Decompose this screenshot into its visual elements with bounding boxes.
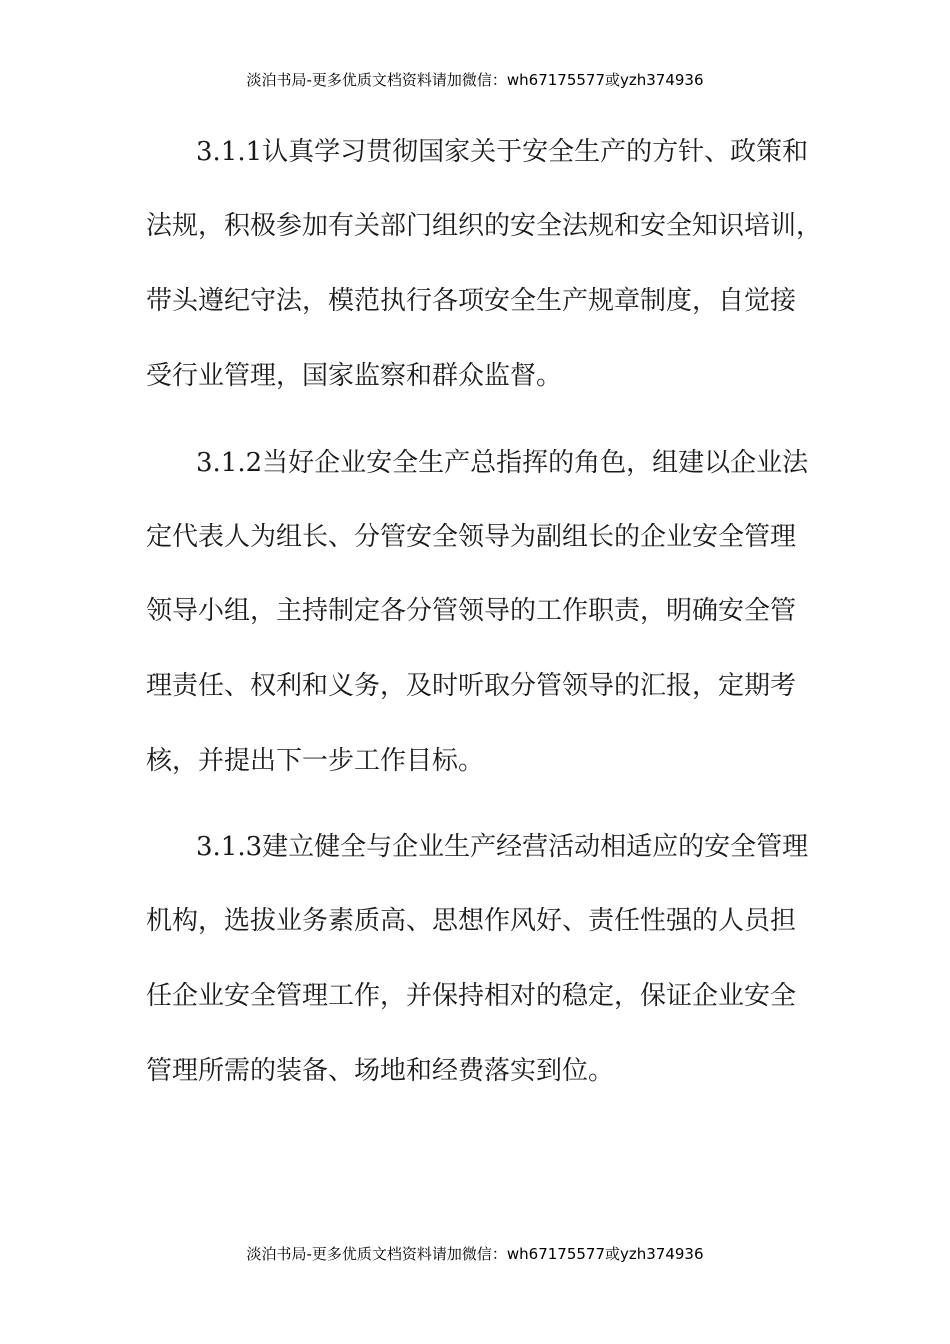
paragraph-3-line-4: 管理所需的装备、场地和经费落实到位。 [146,1056,615,1086]
paragraph-2-line-3: 领导小组，主持制定各分管领导的工作职责，明确安全管 [146,596,797,626]
paragraph-1-line-4: 受行业管理，国家监察和群众监督。 [146,361,563,391]
paragraph-3-line-3: 任企业安全管理工作，并保持相对的稳定，保证企业安全 [146,981,797,1011]
paragraph-1-line-2: 法规，积极参加有关部门组织的安全法规和安全知识培训， [146,211,823,241]
paragraph-2-line-1: 3.1.2当好企业安全生产总指挥的角色，组建以企业法 [196,448,809,478]
paragraph-2-line-5: 核，并提出下一步工作目标。 [146,746,485,776]
paragraph-2-line-2: 定代表人为组长、分管安全领导为副组长的企业安全管理 [146,522,797,552]
paragraph-3-line-2: 机构，选拔业务素质高、思想作风好、责任性强的人员担 [146,906,797,936]
paragraph-3-line-1: 3.1.3建立健全与企业生产经营活动相适应的安全管理 [196,832,809,862]
page-footer: 淡泊书局-更多优质文档资料请加微信：wh67175577或yzh374936 [246,1245,704,1263]
page-header: 淡泊书局-更多优质文档资料请加微信：wh67175577或yzh374936 [246,71,704,89]
paragraph-1-line-1: 3.1.1认真学习贯彻国家关于安全生产的方针、政策和 [196,137,809,167]
paragraph-2-line-4: 理责任、权利和义务，及时听取分管领导的汇报，定期考 [146,671,797,701]
paragraph-1-line-3: 带头遵纪守法，模范执行各项安全生产规章制度，自觉接 [146,286,797,316]
